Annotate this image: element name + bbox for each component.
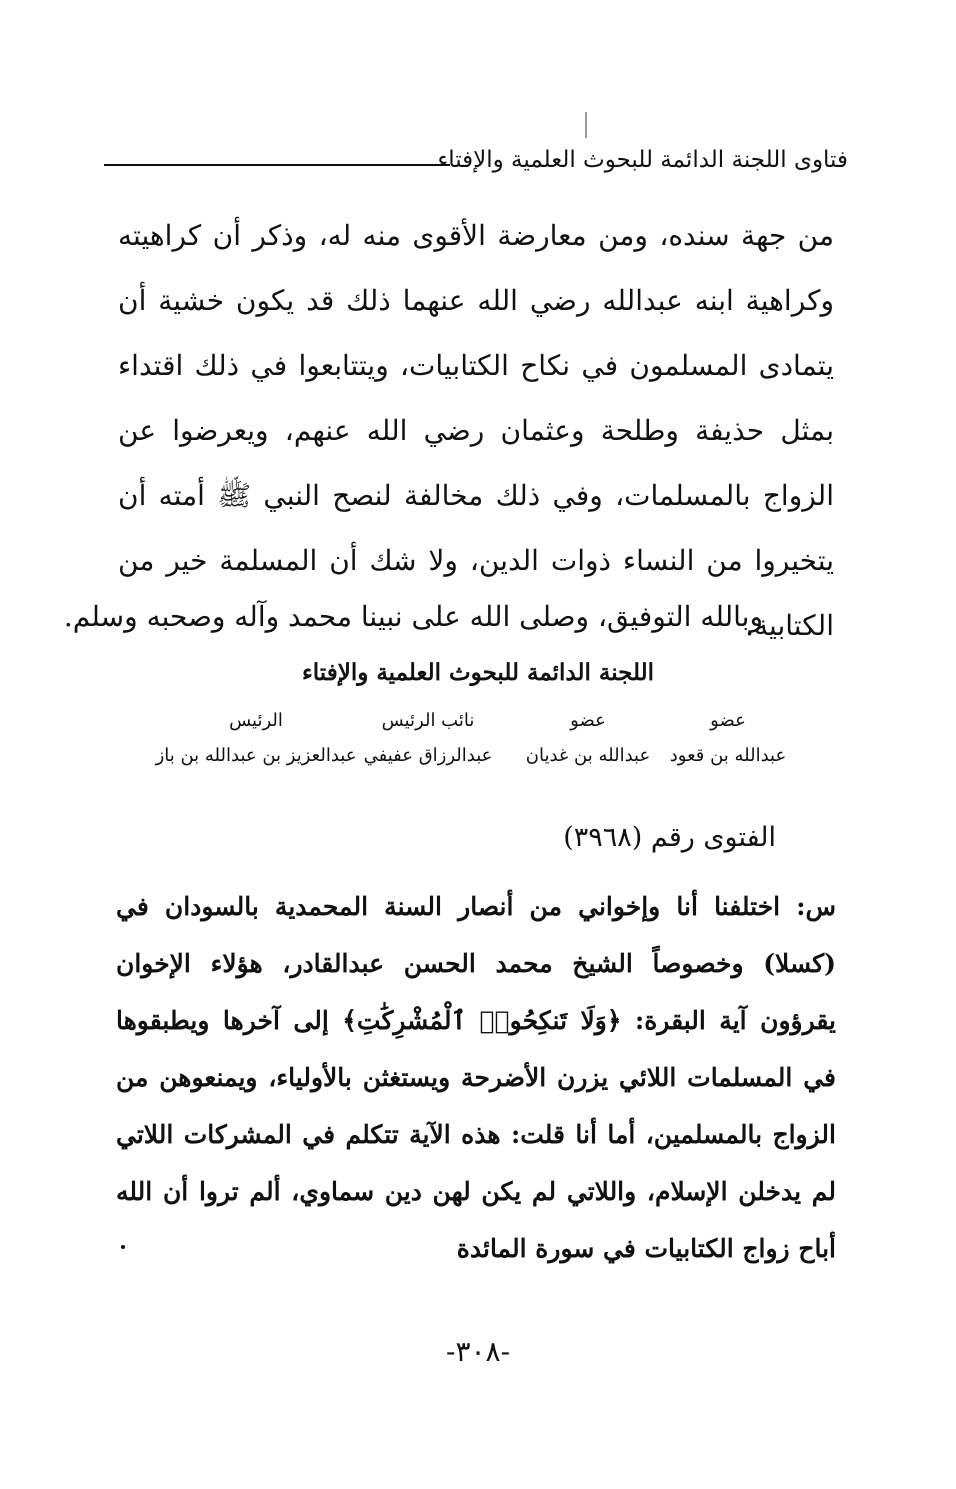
signatory-role: نائب الرئيس [381,710,475,731]
question-paragraph: س: اختلفنا أنا وإخواني من أنصار السنة المحمدية بالسودان في (كسلا) وخصوصاً الشيخ محمد الحسن عبدالقادر، هؤلاء الإخوان يقرؤون آية البقرة: ﴿وَلَا تَنكِحُوا۟ ٱلْمُشْرِكَٰتِ﴾ إلى آخرها ويطبقوها في المسلمات اللائي يزرن الأضرحة ويستغثن بالأولياء، ويمنعوهن من الزواج بالمسلمين، أما أنا قلت: هذه الآية تتكلم في المشركات اللاتي لم يدخلن الإسلام، واللاتي لم يكن لهن دين سماوي، ألم تروا أن الله أباح زواج الكتابيات في سورة المائدة [116,892,836,1263]
fatwa-number: الفتوى رقم (٣٩٦٨) [563,822,776,853]
signatory-role: الرئيس [229,710,283,731]
page-number: -٣٠٨- [445,1335,511,1368]
signatory-2 [494,708,682,769]
signatory-role: عضو [570,710,606,731]
signatory-role: عضو [710,710,746,731]
committee-title: اللجنة الدائمة للبحوث العلمية والإفتاء [301,659,655,686]
scan-mark [585,112,587,138]
answer-paragraph: من جهة سنده، ومن معارضة الأقوى منه له، وذكر أن كراهيته وكراهية ابنه عبدالله رضي الله عنهما ذلك قد يكون خشية أن يتمادى المسلمون في نكاح الكتابيات، ويتتابعوا في ذلك اقتداء بمثل حذيفة وطلحة وعثمان رضي الله عنهم، ويعرضوا عن الزواج بالمسلمات، وفي ذلك مخالفة لنصح النبي ﷺ أمته أن يتخيروا من النساء ذوات الدين، ولا شك أن المسلمة خير من الكتابية. [118,219,834,642]
closing-line: وبالله التوفيق، وصلى الله على نبينا محمد وآله وصحبه وسلم. [63,600,763,633]
scan-dot [121,1245,125,1249]
page-header [104,140,848,180]
signatory-name: عبدالرزاق عفيفي [363,745,493,766]
question-section [116,878,836,1277]
signatory-name: عبدالله بن قعود [669,745,787,766]
running-header-title: فتاوى اللجنة الدائمة للبحوث العلمية والإفتاء [437,147,848,173]
signatory-name: عبدالله بن غديان [525,745,651,766]
signatory-name: عبدالعزيز بن عبدالله بن باز [155,745,357,766]
header-rule [104,164,450,166]
fatwa-answer-section [118,203,834,658]
signatory-4 [135,708,377,769]
signatories [132,708,822,786]
